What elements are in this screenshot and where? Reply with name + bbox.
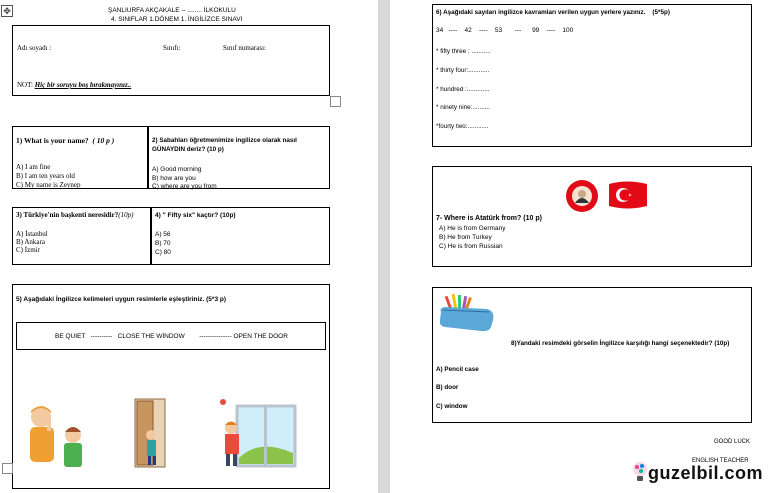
q5-box bbox=[12, 284, 330, 489]
good-luck: GOOD LUCK bbox=[714, 439, 751, 445]
be-quiet-picture bbox=[21, 405, 91, 470]
q6-box bbox=[432, 4, 752, 147]
q4-option-c: C) 80 bbox=[155, 249, 171, 256]
move-handle-icon[interactable]: ✥ bbox=[1, 5, 13, 17]
q6-item-1: * fifty three : ........... bbox=[436, 48, 491, 55]
q6-points: (5*5p) bbox=[652, 9, 670, 16]
note-prefix: NOT: bbox=[17, 81, 33, 89]
open-door-picture bbox=[131, 397, 171, 469]
q3-option-b: B) Ankara bbox=[16, 238, 45, 246]
q1-option-c: C) My name is Zeynep bbox=[16, 181, 81, 189]
q3-points: (10p) bbox=[118, 211, 134, 219]
q8-option-a: A) Pencil case bbox=[436, 366, 479, 373]
q4-option-a: A) 56 bbox=[155, 231, 171, 238]
q5-phrase-box bbox=[16, 322, 326, 350]
q1-points: ( 10 p ) bbox=[92, 136, 115, 145]
resize-handle-bottom[interactable] bbox=[2, 463, 13, 474]
q4-box bbox=[151, 207, 330, 265]
q1-box bbox=[12, 126, 148, 189]
q8-question: 8)Yandaki resimdeki görselin İngilizce karşılığı hangi seçenektedir? (10p) bbox=[511, 340, 730, 347]
number-label: Sınıf numarası: bbox=[223, 44, 266, 52]
name-label: Adı soyadı : bbox=[17, 44, 52, 52]
q5-phrases: BE QUIET ---------- CLOSE THE WİNDOW --------------- OPEN THE DOOR bbox=[55, 333, 288, 340]
note bbox=[17, 81, 131, 90]
left-page bbox=[0, 0, 378, 493]
english-teacher: ENGLISH TEACHER bbox=[692, 458, 749, 464]
q1-question: 1) What is your name? ( 10 p ) bbox=[16, 136, 115, 145]
q4-question: 4) " Fifty six" kaçtır? (10p) bbox=[155, 212, 236, 219]
q6-numbers: 34 ---- 42 ---- 53 --- 99 ---- 100 bbox=[436, 27, 574, 34]
q3-box bbox=[12, 207, 151, 265]
q2-option-b: B) how are you bbox=[152, 175, 196, 182]
ataturk-emblem-icon bbox=[565, 179, 599, 213]
q6-item-4: * ninety nine:.......... bbox=[436, 104, 490, 111]
q3-option-a: A) İstanbul bbox=[16, 230, 48, 238]
brand-name[interactable]: guzelbil.com bbox=[648, 463, 764, 483]
q6-item-2: * thirty four:............ bbox=[436, 67, 490, 74]
q7-option-b: B) He from Turkey bbox=[439, 234, 492, 241]
q4-option-b: B) 70 bbox=[155, 240, 171, 247]
q1-option-a: A) I am fine bbox=[16, 163, 51, 171]
q3-question: 3) Türkiye'nin başkenti neresidir?(10p) bbox=[16, 211, 134, 219]
brand-bulb-icon bbox=[632, 461, 648, 483]
q2-box bbox=[148, 126, 330, 189]
pencil-case-picture bbox=[437, 294, 497, 334]
q7-option-c: C) He is from Russian bbox=[439, 243, 503, 250]
q1-option-b: B) I am ten years old bbox=[16, 172, 75, 180]
exam-title: 4. SINIFLAR 1.DÖNEM 1. İNGİLİZCE SINAVI bbox=[111, 16, 243, 23]
close-window-picture bbox=[219, 398, 299, 470]
q2-question-line1: 2) Sabahları öğretmenimize ingilizce olarak nasıl bbox=[152, 137, 297, 144]
q2-option-c: C) where are you from bbox=[152, 183, 217, 190]
q2-option-a: A) Good morning bbox=[152, 166, 202, 173]
class-label: Sınıfı: bbox=[163, 44, 181, 52]
student-info-box bbox=[12, 25, 330, 96]
turkish-flag-icon bbox=[608, 181, 648, 209]
page-gap bbox=[378, 0, 390, 493]
note-text: Hiç bir soruyu boş bırakmayınız.. bbox=[34, 81, 132, 89]
q8-box bbox=[432, 287, 752, 423]
q7-box bbox=[432, 166, 752, 267]
q5-question: 5) Aşağıdaki İngilizce kelimeleri uygun resimlerle eşleştiriniz. (5*3 p) bbox=[16, 296, 227, 303]
q8-option-c: C) window bbox=[436, 403, 468, 410]
q6-item-5: *fourty two:............ bbox=[436, 123, 489, 130]
q7-question: 7- Where is Atatürk from? (10 p) bbox=[436, 215, 542, 222]
q2-question-line2: GÜNAYDIN deriz? (10 p) bbox=[152, 146, 224, 153]
resize-handle[interactable] bbox=[330, 96, 341, 107]
q6-item-3: * hundred :............. bbox=[436, 86, 490, 93]
q6-question: 6) Aşağıdaki sayıları ingilizce kavramları verilen uygun yerlere yazınız. (5*5p) bbox=[436, 9, 670, 16]
q8-option-b: B) door bbox=[436, 384, 459, 391]
q7-option-a: A) He is from Germany bbox=[439, 225, 506, 232]
school-title: ŞANLIURFA AKÇAKALE -- ........ İLKOKULU bbox=[108, 7, 236, 14]
right-page bbox=[390, 0, 768, 493]
q3-option-c: C) İzmir bbox=[16, 246, 40, 254]
